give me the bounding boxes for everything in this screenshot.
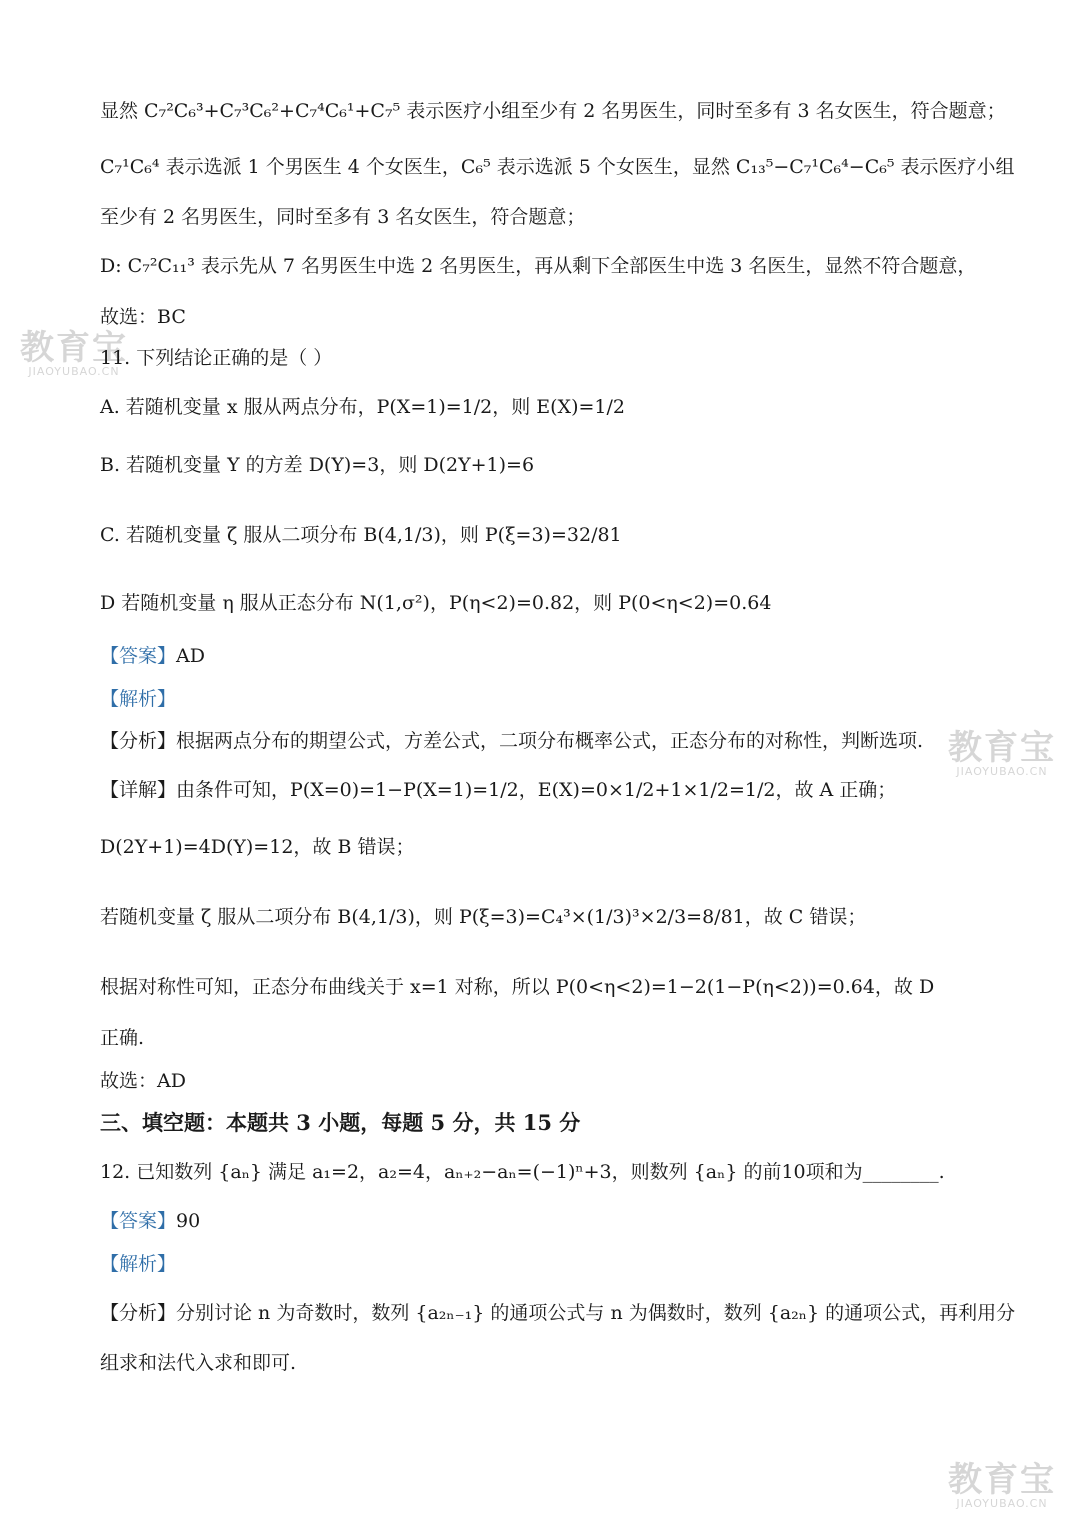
text-line: 至少有 2 名男医生，同时至多有 3 名女医生，符合题意； (100, 206, 586, 228)
fenxi-text: 根据两点分布的期望公式，方差公式，二项分布概率公式，正态分布的对称性，判断选项. (176, 730, 924, 752)
option-a: A. 若随机变量 x 服从两点分布，P(X=1)=1/2，则 E(X)=1/2 (100, 396, 625, 418)
detail-tag: 【详解】 (100, 779, 177, 801)
option-d: D 若随机变量 η 服从正态分布 N(1,σ²)，P(η<2)=0.82，则 P(0<η<2)=0.64 (100, 592, 772, 614)
answer-11 (100, 641, 205, 671)
text-line (100, 152, 1015, 182)
analysis-tag: 【解析】 (100, 688, 177, 710)
detail-line-3: 若随机变量 ζ 服从二项分布 B(4,1/3)，则 P(ξ=3)=C₄³×(1/3)³×2/3=8/81，故 C 错误； (100, 906, 867, 928)
detail-line-5: 正确. (100, 1027, 145, 1049)
analysis-12-cont: 组求和法代入求和即可. (100, 1352, 297, 1374)
answer-value: 90 (176, 1210, 201, 1232)
answer-value: AD (176, 645, 205, 667)
detail-line-6: 故选：AD (100, 1070, 186, 1092)
option-b: B. 若随机变量 Y 的方差 D(Y)=3，则 D(2Y+1)=6 (100, 454, 535, 476)
answer-12 (100, 1206, 200, 1236)
detail-text: 由条件可知，P(X=0)=1−P(X=1)=1/2，E(X)=0×1/2+1×1/2=1/2，故 A 正确； (176, 779, 897, 801)
text-line: 显然 C₇²C₆³+C₇³C₆²+C₇⁴C₆¹+C₇⁵ 表示医疗小组至少有 2 名男医生，同时至多有 3 名女医生，符合题意； (100, 100, 1006, 122)
watermark-logo: 教育宝 JIAOYUBAO.CN (20, 328, 128, 378)
fenxi-tag: 【分析】 (100, 1302, 177, 1324)
analysis-tag: 【解析】 (100, 1253, 177, 1275)
text-line: D: C₇²C₁₁³ 表示先从 7 名男医生中选 2 名男医生，再从剩下全部医生中选 3 名医生，显然不符合题意， (100, 255, 977, 277)
answer-tag: 【答案】 (100, 1210, 177, 1232)
analysis-12 (100, 1298, 1015, 1328)
question-11: 11. 下列结论正确的是（ ） (100, 347, 333, 369)
fenxi-text: 分别讨论 n 为奇数时，数列 {a₂ₙ₋₁} 的通项公式与 n 为偶数时，数列 {a₂ₙ} 的通项公式，再利用分 (176, 1302, 1016, 1324)
option-c: C. 若随机变量 ζ 服从二项分布 B(4,1/3)，则 P(ξ=3)=32/81 (100, 524, 622, 546)
detail-line-4: 根据对称性可知，正态分布曲线关于 x=1 对称，所以 P(0<η<2)=1−2(1−P(η<2))=0.64，故 D (100, 976, 935, 998)
fenxi-tag: 【分析】 (100, 730, 177, 752)
detail-line-2: D(2Y+1)=4D(Y)=12，故 B 错误； (100, 836, 415, 858)
answer-tag: 【答案】 (100, 645, 177, 667)
analysis-11 (100, 726, 923, 756)
watermark-logo: 教育宝 JIAOYUBAO.CN (948, 728, 1056, 778)
section-heading: 三、填空题：本题共 3 小题，每题 5 分，共 15 分 (100, 1110, 581, 1135)
option-c-explanation: C₇¹C₆⁴ 表示选派 1 个男医生 4 个女医生，C₆⁵ 表示选派 5 个女医生，显然 C₁₃⁵−C₇¹C₆⁴−C₆⁵ 表示医疗小组 (100, 156, 1015, 178)
text-line: 故选：BC (100, 306, 186, 328)
detail-line-1 (100, 775, 896, 805)
question-12: 12. 已知数列 {aₙ} 满足 a₁=2，a₂=4，aₙ₊₂−aₙ=(−1)ⁿ+3，则数列 {aₙ} 的前10项和为________. (100, 1161, 945, 1183)
watermark-logo: 教育宝 JIAOYUBAO.CN (948, 1460, 1056, 1510)
